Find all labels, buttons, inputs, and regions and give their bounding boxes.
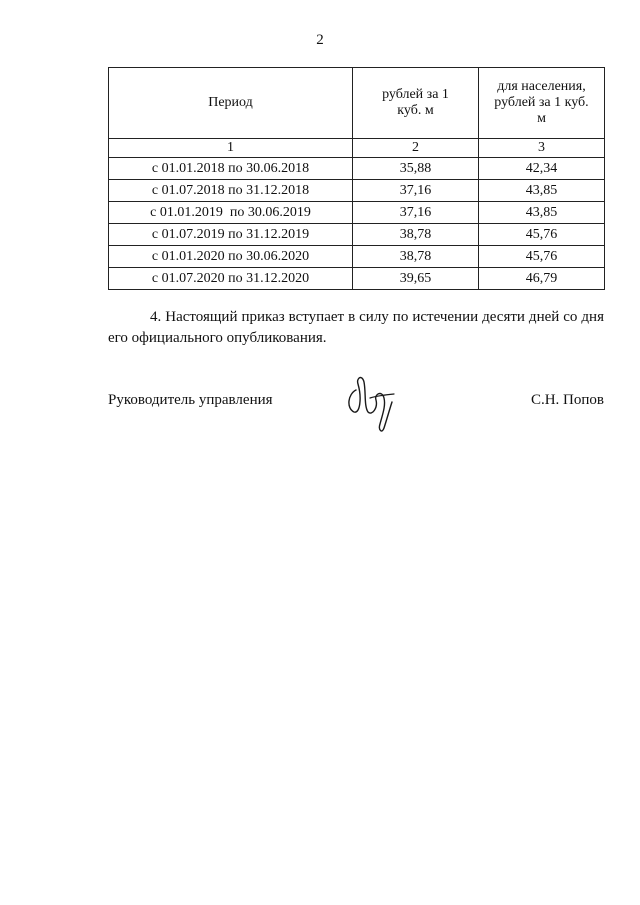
column-number: 3 bbox=[479, 139, 605, 158]
table-row bbox=[109, 158, 605, 180]
period-cell: с 01.01.2019 по 30.06.2019 bbox=[109, 202, 353, 224]
header-period: Период bbox=[109, 68, 353, 139]
column-number-row bbox=[109, 139, 605, 158]
rate-cell: 38,78 bbox=[353, 224, 479, 246]
population-rate-cell: 45,76 bbox=[479, 224, 605, 246]
rate-cell: 38,78 bbox=[353, 246, 479, 268]
rate-cell: 39,65 bbox=[353, 268, 479, 290]
period-cell: с 01.01.2018 по 30.06.2018 bbox=[109, 158, 353, 180]
table-header-row bbox=[109, 68, 605, 139]
signatory-name: С.Н. Попов bbox=[530, 392, 604, 408]
table-row bbox=[109, 180, 605, 202]
rate-cell: 37,16 bbox=[353, 202, 479, 224]
column-number: 1 bbox=[109, 139, 353, 158]
period-cell: с 01.07.2018 по 31.12.2018 bbox=[109, 180, 353, 202]
signatory-title: Руководитель управления bbox=[108, 392, 273, 408]
period-cell: с 01.07.2019 по 31.12.2019 bbox=[109, 224, 353, 246]
column-number: 2 bbox=[353, 139, 479, 158]
header-rub-per-m3: рублей за 1 куб. м bbox=[353, 68, 479, 139]
rate-cell: 37,16 bbox=[353, 180, 479, 202]
clause-4: 4. Настоящий приказ вступает в силу по истечении десяти дней со дня его официального опубликования. bbox=[108, 309, 604, 346]
table-row bbox=[109, 224, 605, 246]
population-rate-cell: 43,85 bbox=[479, 180, 605, 202]
handwritten-signature bbox=[344, 368, 404, 438]
rate-cell: 35,88 bbox=[353, 158, 479, 180]
population-rate-cell: 45,76 bbox=[479, 246, 605, 268]
population-rate-cell: 42,34 bbox=[479, 158, 605, 180]
tariff-table bbox=[108, 67, 605, 290]
table-row bbox=[109, 246, 605, 268]
table-row bbox=[109, 202, 605, 224]
period-cell: с 01.07.2020 по 31.12.2020 bbox=[109, 268, 353, 290]
population-rate-cell: 46,79 bbox=[479, 268, 605, 290]
period-cell: с 01.01.2020 по 30.06.2020 bbox=[109, 246, 353, 268]
table-row bbox=[109, 268, 605, 290]
header-population-rub-per-m3: для населения, рублей за 1 куб. м bbox=[479, 68, 605, 139]
page-number: 2 bbox=[316, 32, 324, 48]
population-rate-cell: 43,85 bbox=[479, 202, 605, 224]
